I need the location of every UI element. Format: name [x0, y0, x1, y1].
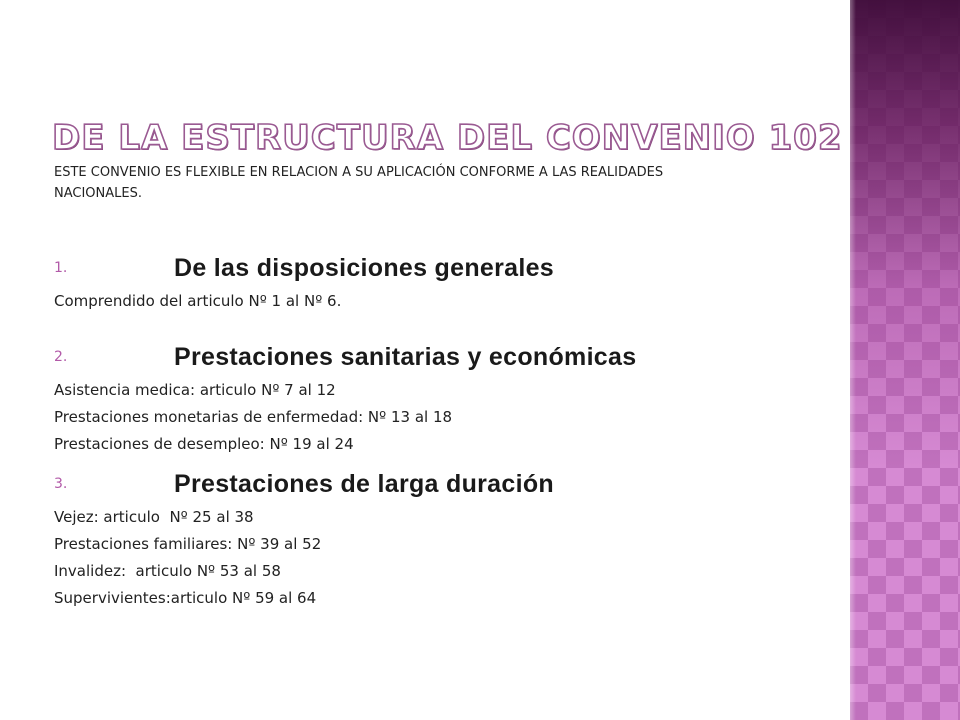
decorative-side-band [850, 0, 960, 720]
section-title: Prestaciones sanitarias y económicas [174, 342, 637, 371]
section-heading [54, 464, 834, 504]
list-item: Prestaciones de desempleo: Nº 19 al 24 [54, 435, 354, 453]
list-item: Supervivientes:articulo Nº 59 al 64 [54, 589, 317, 607]
section-number: 1. [54, 260, 68, 276]
slide-title: DE LA ESTRUCTURA DEL CONVENIO 102 [52, 118, 843, 158]
section-title: Prestaciones de larga duración [174, 469, 554, 498]
slide-subtitle: ESTE CONVENIO ES FLEXIBLE EN RELACION A SU APLICACIÓN CONFORME A LAS REALIDADES NACIONALES. [54, 165, 664, 201]
list-item: Asistencia medica: articulo Nº 7 al 12 [54, 381, 336, 399]
band-gradient [850, 0, 960, 720]
content-list [54, 248, 834, 612]
list-item: Prestaciones familiares: Nº 39 al 52 [54, 535, 322, 553]
list-item: Comprendido del articulo Nº 1 al Nº 6. [54, 292, 342, 310]
list-item: Prestaciones monetarias de enfermedad: Nº 13 al 18 [54, 408, 453, 426]
list-item: Invalidez: articulo Nº 53 al 58 [54, 562, 281, 580]
section-heading [54, 248, 834, 288]
section-heading [54, 337, 834, 377]
section-number: 2. [54, 349, 68, 365]
section-title: De las disposiciones generales [174, 253, 554, 282]
section-number: 3. [54, 476, 68, 492]
list-item: Vejez: articulo Nº 25 al 38 [54, 508, 254, 526]
band-edge [850, 0, 856, 720]
